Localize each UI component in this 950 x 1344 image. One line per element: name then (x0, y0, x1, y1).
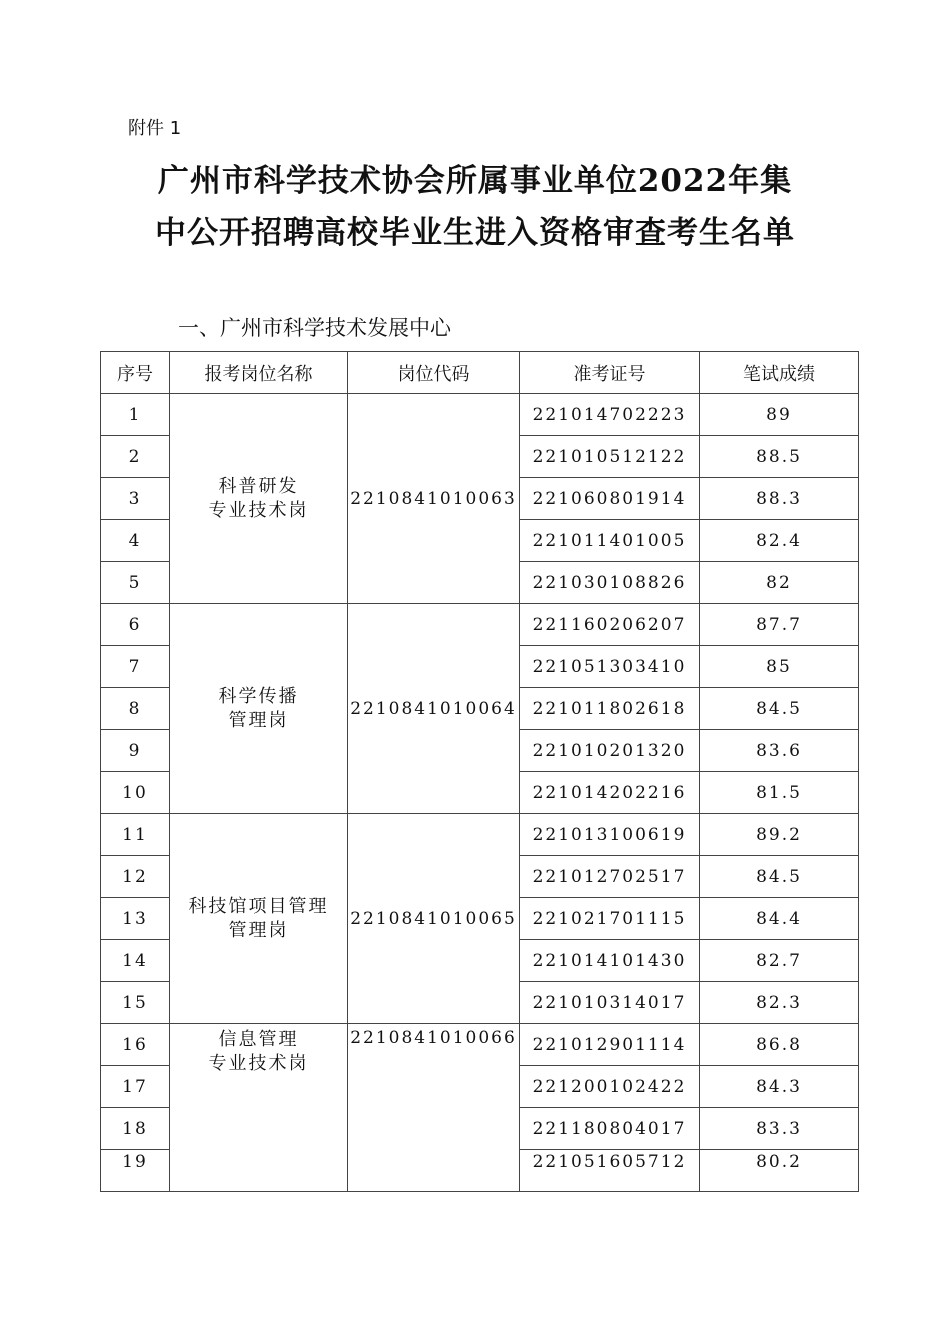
row-number: 2 (101, 436, 170, 478)
written-score: 89 (700, 394, 859, 436)
header-no: 序号 (101, 352, 170, 394)
header-ticket-number: 准考证号 (520, 352, 700, 394)
written-score: 83.3 (700, 1108, 859, 1150)
post-code: 2210841010063 (348, 394, 520, 604)
row-number: 11 (101, 814, 170, 856)
ticket-number: 221051605712 (520, 1150, 700, 1192)
written-score: 86.8 (700, 1024, 859, 1066)
row-number: 15 (101, 982, 170, 1024)
ticket-number: 221012702517 (520, 856, 700, 898)
row-number: 14 (101, 940, 170, 982)
written-score: 84.5 (700, 688, 859, 730)
written-score: 87.7 (700, 604, 859, 646)
row-number: 12 (101, 856, 170, 898)
ticket-number: 221014202216 (520, 772, 700, 814)
post-name-line: 科学传播 (218, 685, 299, 707)
ticket-number: 221010512122 (520, 436, 700, 478)
header-written-score: 笔试成绩 (700, 352, 859, 394)
post-name-line: 管理岗 (228, 709, 289, 731)
table-row (101, 394, 859, 436)
ticket-number: 221010201320 (520, 730, 700, 772)
written-score: 85 (700, 646, 859, 688)
table-row (101, 1024, 859, 1066)
row-number: 4 (101, 520, 170, 562)
row-number: 18 (101, 1108, 170, 1150)
post-name-line: 管理岗 (228, 919, 289, 941)
document-title-line-2: 中公开招聘高校毕业生进入资格审查考生名单 (155, 215, 795, 251)
ticket-number: 221011401005 (520, 520, 700, 562)
row-number: 10 (101, 772, 170, 814)
post-name-line: 信息管理 (218, 1029, 299, 1050)
post-name-line: 科普研发 (218, 475, 299, 497)
post-name (170, 604, 348, 814)
ticket-number: 221180804017 (520, 1108, 700, 1150)
header-post-name: 报考岗位名称 (170, 352, 348, 394)
written-score: 84.3 (700, 1066, 859, 1108)
post-name (170, 1024, 348, 1192)
ticket-number: 221200102422 (520, 1066, 700, 1108)
ticket-number: 221014702223 (520, 394, 700, 436)
ticket-number: 221030108826 (520, 562, 700, 604)
post-code: 2210841010065 (348, 814, 520, 1024)
document-title-line-1: 广州市科学技术协会所属事业单位2022年集 (157, 163, 793, 199)
post-name-line: 专业技术岗 (208, 1053, 309, 1074)
ticket-number: 221013100619 (520, 814, 700, 856)
row-number: 6 (101, 604, 170, 646)
table-row (101, 814, 859, 856)
row-number: 1 (101, 394, 170, 436)
row-number: 7 (101, 646, 170, 688)
written-score: 82.4 (700, 520, 859, 562)
ticket-number: 221060801914 (520, 478, 700, 520)
post-name-line: 科技馆项目管理 (188, 895, 329, 917)
table-body (101, 394, 859, 1192)
candidate-table (100, 351, 859, 1192)
post-name (170, 394, 348, 604)
post-name (170, 814, 348, 1024)
table-row (101, 604, 859, 646)
written-score: 84.4 (700, 898, 859, 940)
row-number: 8 (101, 688, 170, 730)
ticket-number: 221014101430 (520, 940, 700, 982)
row-number: 17 (101, 1066, 170, 1108)
header-post-code: 岗位代码 (348, 352, 520, 394)
row-number: 5 (101, 562, 170, 604)
ticket-number: 221012901114 (520, 1024, 700, 1066)
written-score: 82.3 (700, 982, 859, 1024)
ticket-number: 221011802618 (520, 688, 700, 730)
row-number: 9 (101, 730, 170, 772)
post-code: 2210841010066 (348, 1024, 520, 1192)
ticket-number: 221160206207 (520, 604, 700, 646)
written-score: 88.5 (700, 436, 859, 478)
table-header-row (101, 352, 859, 394)
ticket-number: 221021701115 (520, 898, 700, 940)
ticket-number: 221051303410 (520, 646, 700, 688)
written-score: 82.7 (700, 940, 859, 982)
ticket-number: 221010314017 (520, 982, 700, 1024)
written-score: 80.2 (700, 1150, 859, 1192)
written-score: 82 (700, 562, 859, 604)
post-code: 2210841010064 (348, 604, 520, 814)
written-score: 88.3 (700, 478, 859, 520)
post-name-line: 专业技术岗 (208, 499, 309, 521)
row-number: 19 (101, 1150, 170, 1192)
attachment-label: 附件 1 (128, 118, 182, 139)
section-title: 一、广州市科学技术发展中心 (178, 316, 451, 340)
row-number: 3 (101, 478, 170, 520)
written-score: 84.5 (700, 856, 859, 898)
written-score: 89.2 (700, 814, 859, 856)
row-number: 16 (101, 1024, 170, 1066)
written-score: 81.5 (700, 772, 859, 814)
written-score: 83.6 (700, 730, 859, 772)
row-number: 13 (101, 898, 170, 940)
